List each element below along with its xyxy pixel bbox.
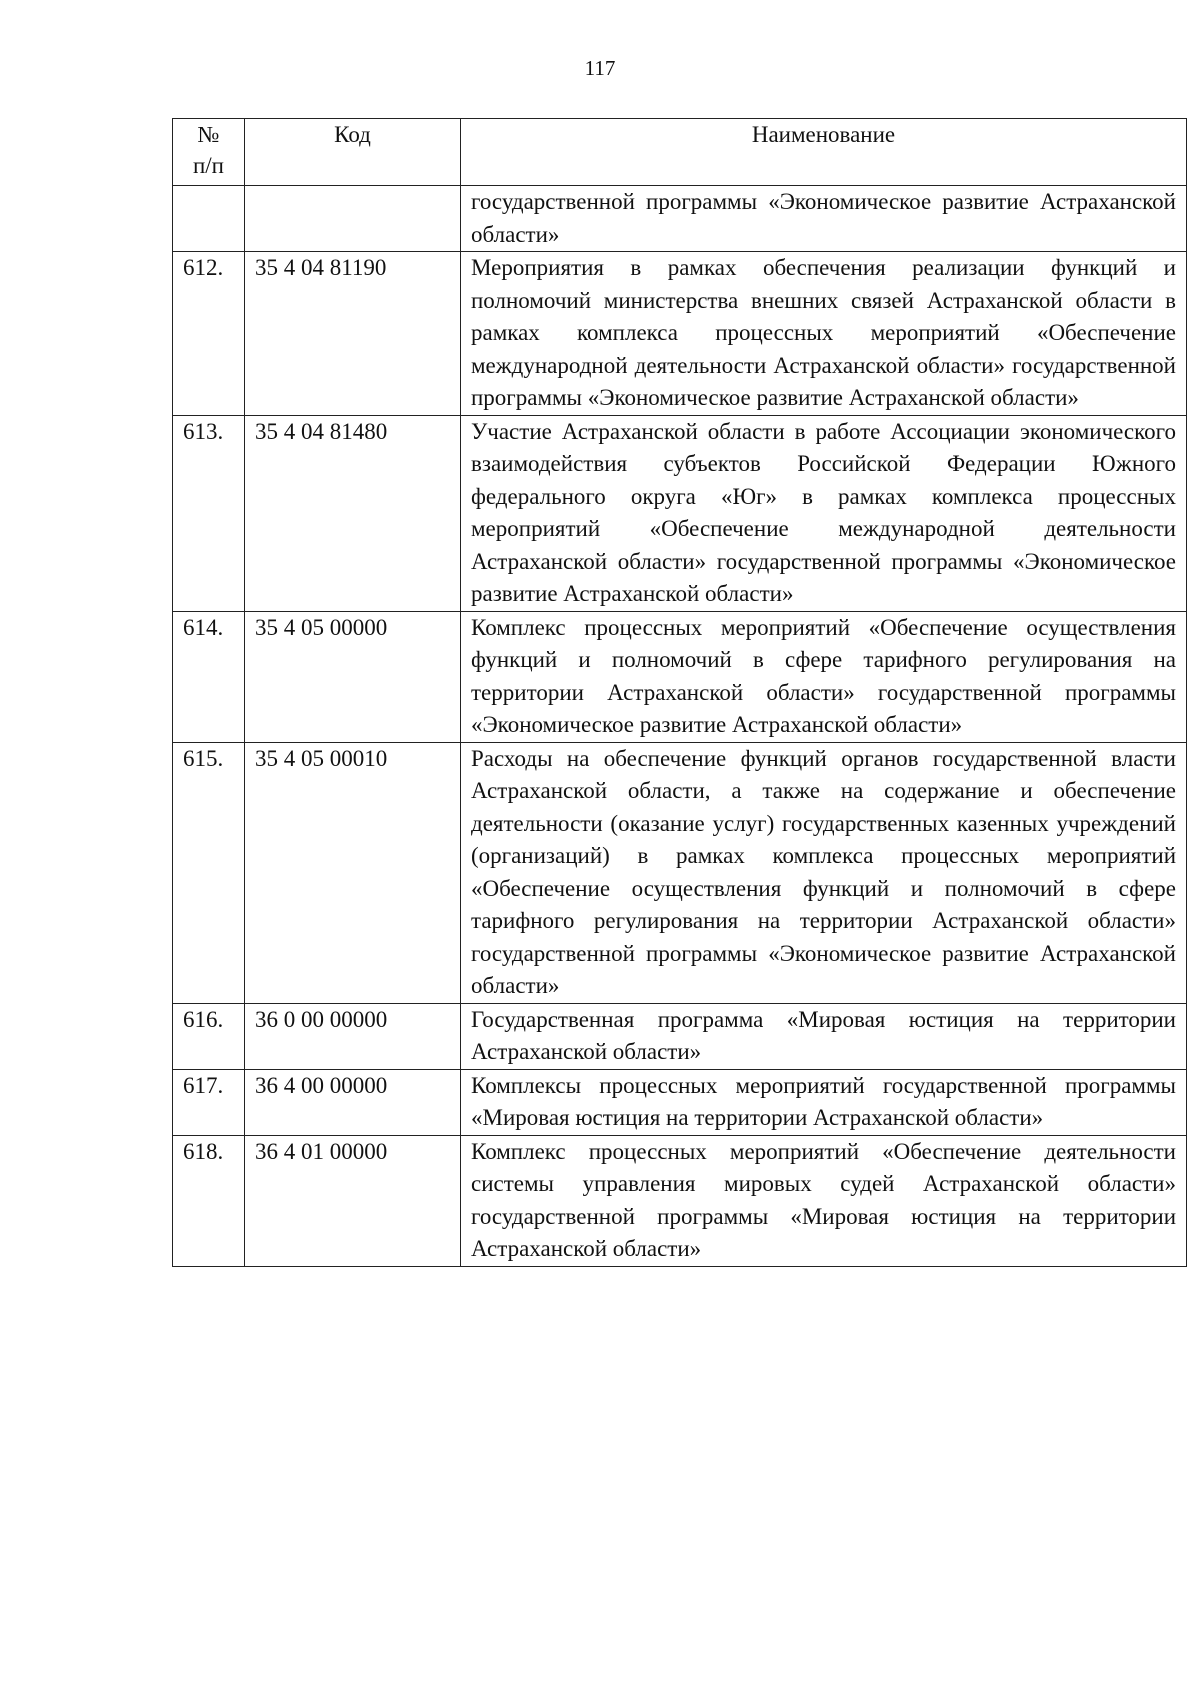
header-code: Код [245, 119, 461, 186]
table-row [173, 1003, 1187, 1069]
row-code: 36 4 01 00000 [245, 1135, 461, 1266]
row-code: 36 4 00 00000 [245, 1069, 461, 1135]
row-code: 35 4 05 00010 [245, 742, 461, 1003]
header-name: Наименование [461, 119, 1187, 186]
row-name: государственной программы «Экономическое развитие Астраханской области» [461, 186, 1187, 252]
row-name: Комплекс процессных мероприятий «Обеспечение осуществления функций и полномочий в сфере тарифного регулирования на территории Астраханской области» государственной программы «Экономическое развитие Астраханской области» [461, 611, 1187, 742]
row-code [245, 186, 461, 252]
table-row [173, 742, 1187, 1003]
row-number: 616. [173, 1003, 245, 1069]
header-number-symbol: № [197, 122, 220, 147]
row-number: 613. [173, 415, 245, 611]
header-number-abbr: п/п [192, 153, 224, 178]
row-number: 615. [173, 742, 245, 1003]
row-name: Комплекс процессных мероприятий «Обеспечение деятельности системы управления мировых судей Астраханской области» государственной программы «Мировая юстиция на территории Астраханской области» [461, 1135, 1187, 1266]
header-number [173, 119, 245, 186]
row-number: 614. [173, 611, 245, 742]
row-number [173, 186, 245, 252]
table-row [173, 1135, 1187, 1266]
table-row [173, 252, 1187, 416]
row-code: 35 4 04 81480 [245, 415, 461, 611]
row-name: Расходы на обеспечение функций органов государственной власти Астраханской области, а также на содержание и обеспечение деятельности (оказание услуг) государственных казенных учреждений (организаций) в рамках комплекса процессных мероприятий «Обеспечение осуществления функций и полномочий в сфере тарифного регулирования на территории Астраханской области» государственной программы «Экономическое развитие Астраханской области» [461, 742, 1187, 1003]
row-code: 35 4 05 00000 [245, 611, 461, 742]
table-row [173, 1069, 1187, 1135]
row-name: Участие Астраханской области в работе Ассоциации экономического взаимодействия субъектов Российской Федерации Южного федерального округа «Юг» в рамках комплекса процессных мероприятий «Обеспечение международной деятельности Астраханской области» государственной программы «Экономическое развитие Астраханской области» [461, 415, 1187, 611]
row-number: 618. [173, 1135, 245, 1266]
table-row [173, 186, 1187, 252]
table-row [173, 611, 1187, 742]
page-number: 117 [584, 56, 616, 80]
budget-code-table [172, 118, 1187, 1267]
row-name: Мероприятия в рамках обеспечения реализации функций и полномочий министерства внешних связей Астраханской области в рамках комплекса процессных мероприятий «Обеспечение международной деятельности Астраханской области» государственной программы «Экономическое развитие Астраханской области» [461, 252, 1187, 416]
row-name: Комплексы процессных мероприятий государственной программы «Мировая юстиция на территории Астраханской области» [461, 1069, 1187, 1135]
row-name: Государственная программа «Мировая юстиция на территории Астраханской области» [461, 1003, 1187, 1069]
row-number: 612. [173, 252, 245, 416]
table-header-row [173, 119, 1187, 186]
row-code: 35 4 04 81190 [245, 252, 461, 416]
table-row [173, 415, 1187, 611]
row-number: 617. [173, 1069, 245, 1135]
row-code: 36 0 00 00000 [245, 1003, 461, 1069]
